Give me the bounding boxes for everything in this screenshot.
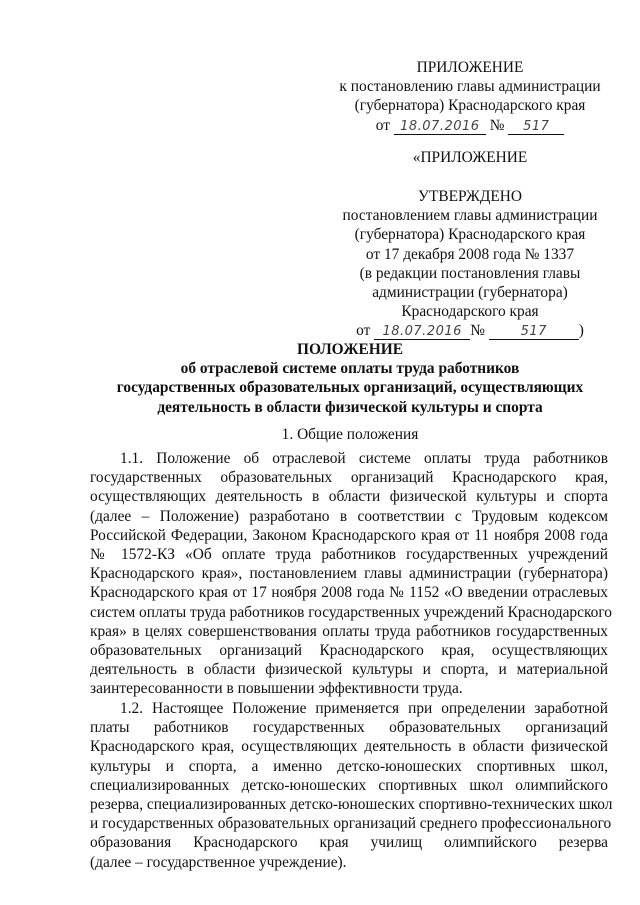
attachment-line: к постановлению главы администрации [339,78,601,96]
paragraph-line: культуры и спорта, а именно детско-юношеских спортивных школ, [90,757,608,775]
paragraph-line: государственных образовательных организаций Краснодарского края, [90,469,608,487]
paragraph-line: осуществляющих деятельность в области физической культуры и спорта [90,488,608,506]
handwritten-date: 18.07.2016 [394,119,486,135]
document-title-line: государственных образовательных организаций, осуществляющих [116,379,584,397]
paragraph-line: Краснодарского края, осуществляющих деятельность в области физической [90,738,608,756]
paragraph-1-2 [90,699,613,872]
paragraph-line: (далее – Положение) разработано в соответствии с Трудовым кодексом [90,507,608,525]
paragraph-1-1 [90,449,612,698]
document-title-line: об отраслевой системе оплаты труда работников [180,360,520,378]
approval-line: (губернатора) Краснодарского края [354,226,586,244]
paragraph-line: специализированных детско-юношеских спортивных школ олимпийского [90,776,608,794]
attachment-date-line: от 18.07.2016 № 517 [320,116,620,135]
paragraph-line: Краснодарского края», постановлением главы администрации (губернатора) [90,565,608,583]
paragraph-line: образования Краснодарского края училищ олимпийского резерва [90,834,608,852]
handwritten-number: 517 [489,324,579,340]
paragraph-line: и государственных образовательных организаций среднего профессионального [90,815,612,833]
approved-label: УТВЕРЖДЕНО [418,188,522,205]
paragraph-line: № 1572-КЗ «Об оплате труда работников государственных учреждений [90,545,608,563]
document-title-line: деятельность в области физической культуры и спорта [157,398,543,416]
approval-details [320,187,620,341]
approval-line: администрации (губернатора) [372,284,568,302]
document-title [60,340,640,417]
paragraph-line: заинтересованности в повышении эффективности труда. [90,680,463,698]
paragraph-line: платы работников государственных образовательных организаций [90,719,608,737]
handwritten-date: 18.07.2016 [374,324,470,340]
approval-line: постановлением главы администрации [342,207,598,225]
paragraph-line: 1.1. Положение об отраслевой системе оплаты труда работников [120,450,608,467]
paragraph-line: (далее – государственное учреждение). [90,853,347,871]
approval-line: Краснодарского края [401,303,539,321]
paragraph-line: Российской Федерации, Законом Краснодарского края от 11 ноября 2008 года [90,526,608,544]
approval-block [320,148,620,167]
attachment-line: (губернатора) Краснодарского края [354,97,586,115]
paragraph-line: края» в целях совершенствования оплаты труда работников государственных [90,622,608,640]
document-heading: ПОЛОЖЕНИЕ [297,341,403,358]
approval-line: от 17 декабря 2008 года № 1337 [365,245,575,263]
section-heading: 1. Общие положения [281,426,419,443]
paragraph-line: 1.2. Настоящее Положение применяется при определении заработной [120,700,608,717]
paragraph-line: систем оплаты труда работников государственных учреждений Краснодарского [90,603,612,621]
handwritten-number: 517 [508,119,564,135]
attachment-header [320,58,620,135]
paragraph-line: Краснодарского края от 17 ноября 2008 года № 1152 «О введении отраслевых [90,584,608,602]
paragraph-line: образовательных организаций Краснодарского края, осуществляющих [90,641,608,659]
attachment-title: ПРИЛОЖЕНИЕ [416,59,524,76]
appendix-label: «ПРИЛОЖЕНИЕ [412,149,528,166]
approval-line: (в редакции постановления главы [359,264,581,282]
paragraph-line: резерва, специализированных детско-юношеских спортивно-технических школ [90,795,613,813]
approval-date-line: от 18.07.2016 № 517 ) [356,322,584,340]
paragraph-line: деятельность в области физической культуры и спорта, и материальной [90,661,608,679]
